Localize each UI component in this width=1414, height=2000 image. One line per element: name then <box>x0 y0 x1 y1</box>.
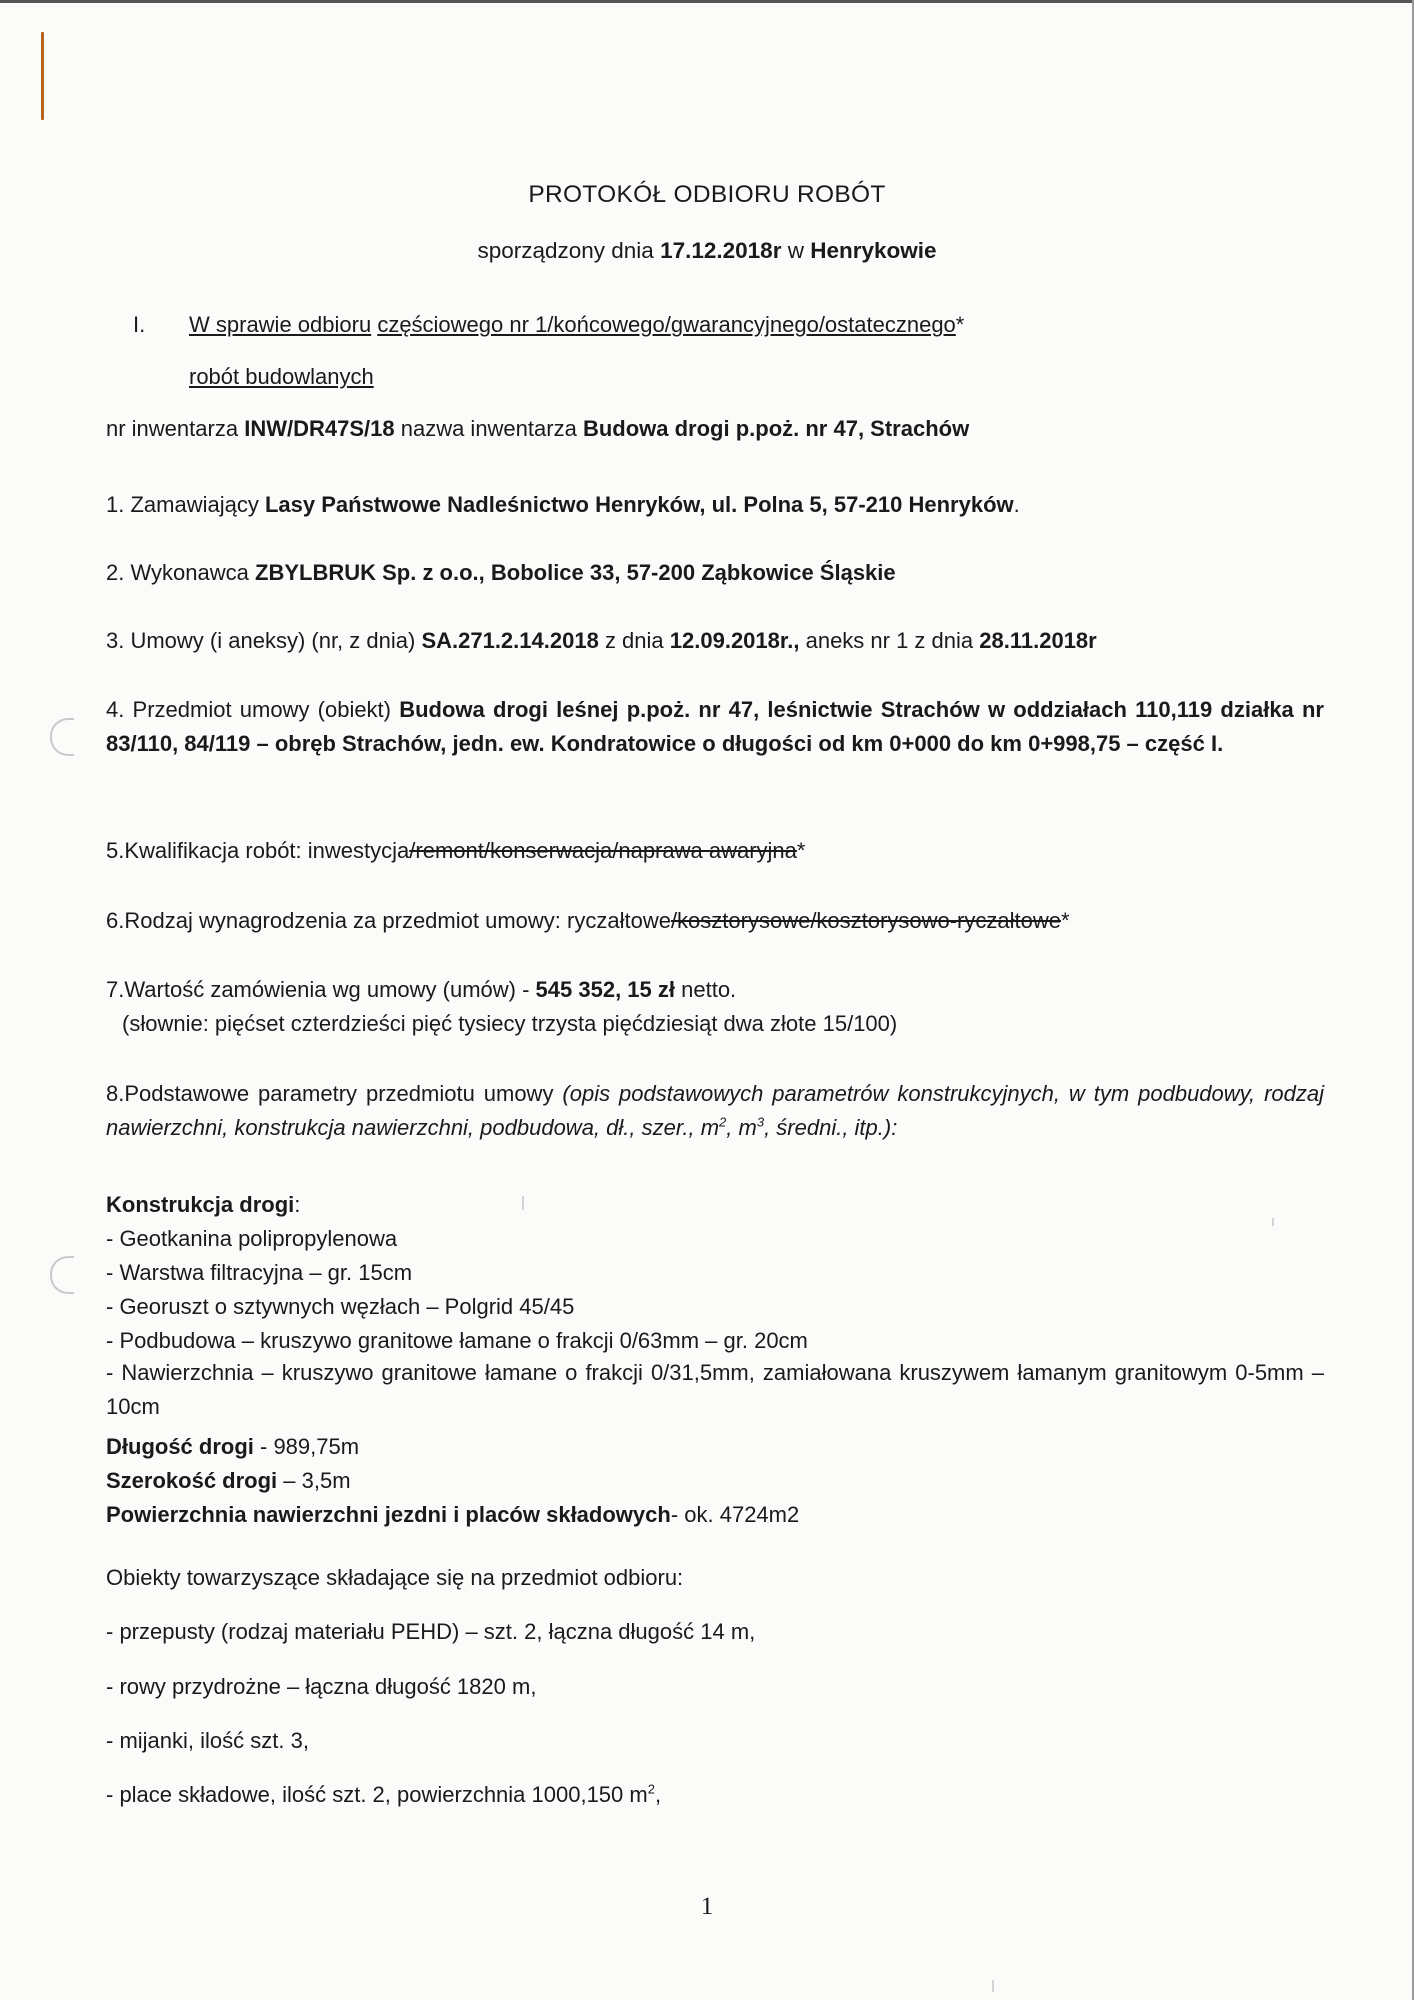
remuneration-label: 6.Rodzaj wynagrodzenia za przedmiot umowy: <box>106 908 561 933</box>
item-parameters <box>106 1077 1324 1145</box>
road-width <box>106 1468 351 1494</box>
annex-date: 28.11.2018r <box>979 628 1097 653</box>
item-subject <box>106 693 1324 761</box>
annex-label: aneks nr 1 z dnia <box>805 628 974 653</box>
ordering-party-value: Lasy Państwowe Nadleśnictwo Henryków, ul. Polna 5, 57-210 Henryków <box>264 492 1014 517</box>
order-value-in-words: (słownie: pięćset czterdzieści pięć tysiecy trzysta pięćdziesiąt dwa złote 15/100) <box>122 1011 898 1036</box>
contractor-label: 2. Wykonawca <box>106 560 249 585</box>
section-i-final: /końcowego/ <box>547 312 671 337</box>
surface-area <box>106 1502 799 1528</box>
qualification-value: inwestycja <box>307 838 410 863</box>
surface-area-value: - ok. 4724m2 <box>670 1502 800 1527</box>
protocol-date: 17.12.2018r <box>660 238 782 263</box>
section-i-prefix: W sprawie odbioru <box>189 312 372 337</box>
inventory-name: Budowa drogi p.poż. nr 47, Strachów <box>582 416 970 441</box>
item-ordering-party <box>106 492 1020 518</box>
road-width-value: – 3,5m <box>277 1468 351 1493</box>
accompanying-heading: Obiekty towarzyszące składające się na przedmiot odbioru: <box>106 1565 684 1590</box>
parameters-description: (opis podstawowych parametrów konstrukcyjnych, w tym podbudowy, rodzaj nawierzchni, konstrukcja nawierzchni, podbudowa, dł., szer., $m^2$, $m^3$, średni., itp.): <box>106 1081 1324 1140</box>
contracts-label: 3. Umowy (i aneksy) (nr, z dnia) <box>106 628 416 653</box>
subtitle-middle: w <box>787 238 804 263</box>
subject-value: Budowa drogi leśnej p.poż. nr 47, leśnictwie Strachów w oddziałach 110,119 działka nr 83/110, 84/119 – obręb Strachów, jedn. ew. Kondratowice o długości od km 0+000 do km 0+998,75 – część I. <box>106 697 1324 756</box>
inventory-name-label: nazwa inwentarza <box>400 416 577 441</box>
qualification-struck: /remont/konserwacja/naprawa awaryjna <box>409 838 797 863</box>
contract-date: 12.09.2018r., <box>669 628 800 653</box>
item-contracts <box>106 628 1097 654</box>
road-width-label: Szerokość drogi <box>106 1468 278 1493</box>
construction-layer: - Podbudowa – kruszywo granitowe łamane o frakcji 0/63mm – gr. 20cm <box>106 1328 808 1353</box>
subject-label: 4. Przedmiot umowy (obiekt) <box>106 697 391 722</box>
construction-layer: - Geotkanina polipropylenowa <box>106 1226 398 1251</box>
item-contractor <box>106 560 896 586</box>
qualification-asterisk: * <box>796 838 806 863</box>
item-order-value <box>106 977 736 1003</box>
margin-pen-mark <box>41 32 44 120</box>
scan-speck <box>1272 1218 1274 1226</box>
section-i-line2 <box>189 364 374 390</box>
item-qualification <box>106 838 805 864</box>
inventory-nr: INW/DR47S/18 <box>244 416 395 441</box>
order-value-label: 7.Wartość zamówienia wg umowy (umów) <box>106 977 516 1002</box>
contractor-value: ZBYLBRUK Sp. z o.o., Bobolice 33, 57-200 Ząbkowice Śląskie <box>255 560 896 585</box>
scan-top-edge <box>0 0 1414 3</box>
ordering-party-label: 1. Zamawiający <box>106 492 259 517</box>
scan-speck <box>992 1980 994 1992</box>
protocol-place: Henrykowie <box>810 238 937 263</box>
punch-hole-mark <box>50 1256 74 1294</box>
accompanying-item: - przepusty (rodzaj materiału PEHD) – szt. 2, łączna długość 14 m, <box>106 1619 756 1644</box>
qualification-label: 5.Kwalifikacja robót: <box>106 838 302 863</box>
section-i-asterisk: * <box>955 312 965 337</box>
contract-number: SA.271.2.14.2018 <box>421 628 599 653</box>
construction-layer: - Warstwa filtracyjna – gr. 15cm <box>106 1260 413 1285</box>
item-remuneration <box>106 908 1070 934</box>
section-i-works: robót budowlanych <box>189 364 374 389</box>
accompanying-item: - mijanki, ilość szt. 3, <box>106 1728 309 1753</box>
punch-hole-mark <box>50 718 74 756</box>
accompanying-item: - place składowe, ilość szt. 2, powierzchnia 1000,150 $m^2$, <box>106 1781 662 1807</box>
order-value-suffix: netto. <box>681 977 737 1002</box>
contract-z-dnia: z dnia <box>604 628 664 653</box>
ordering-party-suffix: . <box>1013 492 1020 517</box>
document-subtitle <box>0 238 1414 264</box>
scan-speck <box>522 1196 524 1210</box>
inventory-nr-label: nr inwentarza <box>106 416 239 441</box>
construction-layer: - Georuszt o sztywnych węzłach – Polgrid 45/45 <box>106 1294 575 1319</box>
order-value-amount: 545 352, 15 zł <box>535 977 675 1002</box>
road-length <box>106 1434 359 1460</box>
page-number: 1 <box>700 1893 714 1920</box>
construction-heading-text: Konstrukcja drogi <box>106 1192 295 1217</box>
section-numeral: I. <box>133 312 146 337</box>
parameters-label: 8.Podstawowe parametry przedmiotu umowy <box>106 1081 554 1106</box>
accompanying-item: - rowy przydrożne – łączna długość 1820 m, <box>106 1674 537 1699</box>
remuneration-value: ryczałtowe <box>567 908 671 933</box>
inventory-line <box>106 416 969 442</box>
construction-surface: - Nawierzchnia – kruszywo granitowe łamane o frakcji 0/31,5mm, zamiałowana kruszywem łamanym granitowym 0-5mm – 10cm <box>106 1360 1324 1419</box>
road-length-value: - 989,75m <box>253 1434 360 1459</box>
remuneration-struck: /kosztorysowe/kosztorysowo-ryczałtowe <box>670 908 1061 933</box>
document-title: PROTOKÓŁ ODBIORU ROBÓT <box>528 181 886 208</box>
struck-partial: częściowego nr 1 <box>377 312 548 337</box>
order-value-dash: - <box>522 977 530 1002</box>
struck-warranty-final: gwarancyjnego/ostatecznego <box>670 312 956 337</box>
road-length-label: Długość drogi <box>106 1434 254 1459</box>
section-i-line1 <box>189 312 964 338</box>
remuneration-asterisk: * <box>1060 908 1070 933</box>
surface-area-label: Powierzchnia nawierzchni jezdni i placów składowych <box>106 1502 671 1527</box>
subtitle-prefix: sporządzony dnia <box>477 238 654 263</box>
construction-heading: Konstrukcja drogi: <box>106 1192 301 1217</box>
